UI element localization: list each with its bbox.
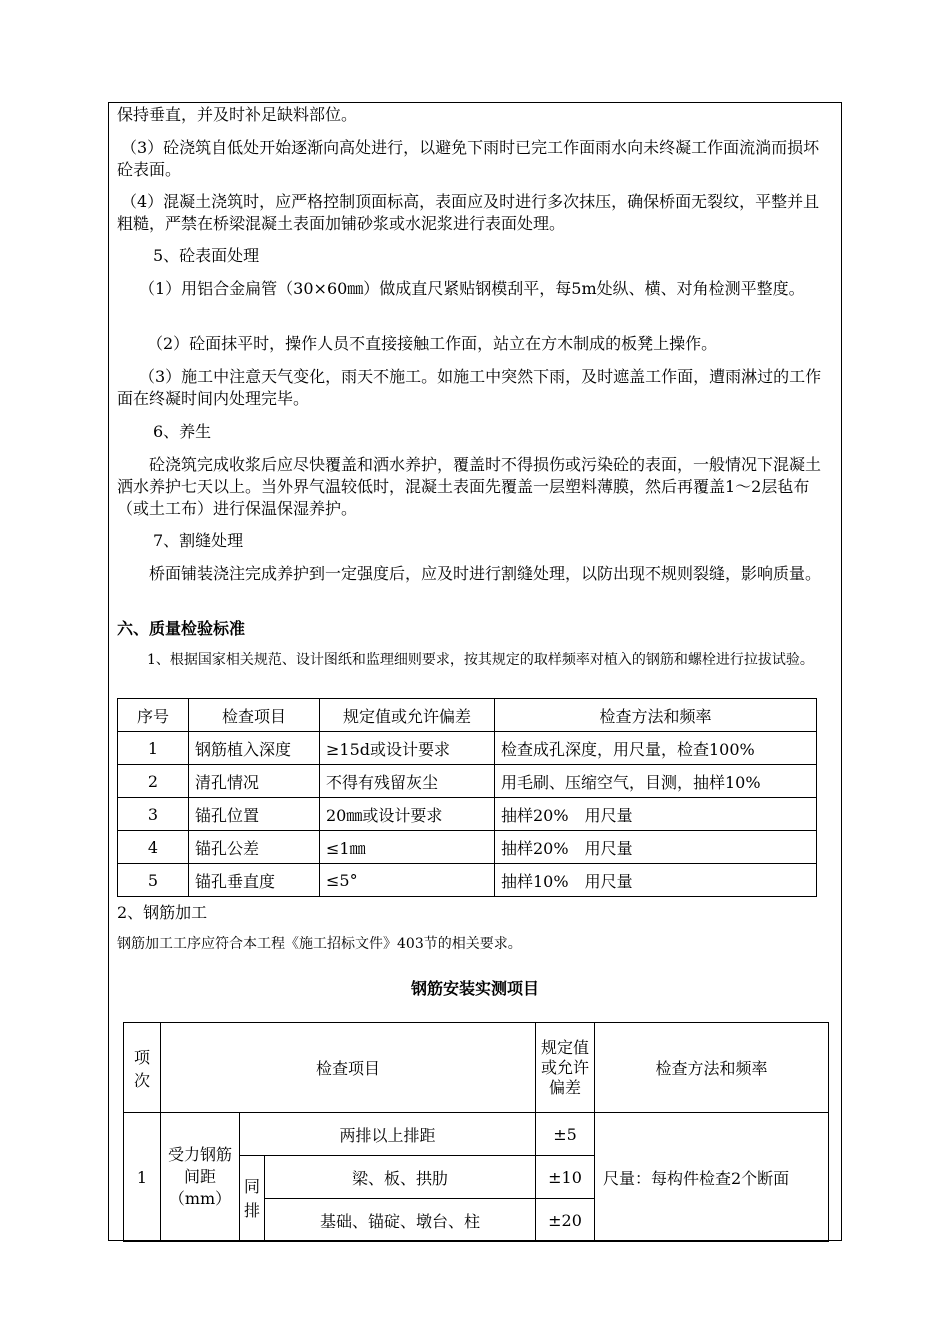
cell: 尺量：每构件检查2个断面	[595, 1113, 829, 1242]
section-intro: 1、根据国家相关规范、设计图纸和监理细则要求，按其规定的取样频率对植入的钢筋和螺栓进行拉拔试验。	[147, 652, 814, 668]
cell: ±10	[536, 1156, 595, 1199]
cell: 抽样20% 用尺量	[495, 831, 817, 864]
header-cell: 序号	[118, 699, 189, 732]
subheading-curing: 6、养生	[153, 422, 212, 441]
cell: 3	[118, 798, 189, 831]
paragraph-6: （3）施工中注意天气变化，雨天不施工。如施工中突然下雨，及时遮盖工作面，遭雨淋过的工作面在终凝时间内处理完毕。	[117, 367, 822, 408]
cell: 4	[118, 831, 189, 864]
paragraph-2: （3）砼浇筑自低处开始逐渐向高处进行，以避免下雨时已完工作面雨水向未终凝工作面流淌而损坏砼表面。	[117, 138, 820, 179]
cell: 同排	[240, 1156, 265, 1242]
subheading-cutting: 7、割缝处理	[153, 531, 244, 550]
paragraph-3: （4）混凝土浇筑时，应严格控制顶面标高，表面应及时进行多次抹压，确保桥面无裂纹，平整并且粗糙，严禁在桥梁混凝土表面加铺砂浆或水泥浆进行表面处理。	[117, 192, 820, 233]
header-cell: 检查方法和频率	[595, 1023, 829, 1113]
cell: 用毛刷、压缩空气，目测，抽样10%	[495, 765, 817, 798]
cell: ±5	[536, 1113, 595, 1156]
cell: 钢筋植入深度	[189, 732, 320, 765]
cell: 抽样10% 用尺量	[495, 864, 817, 897]
cell: 两排以上排距	[240, 1113, 536, 1156]
paragraph-1: 保持垂直，并及时补足缺料部位。	[117, 105, 358, 124]
header-cell: 规定值或允许偏差	[536, 1023, 595, 1113]
cell: 抽样20% 用尺量	[495, 798, 817, 831]
cell: 锚孔垂直度	[189, 864, 320, 897]
cell: 清孔情况	[189, 765, 320, 798]
header-cell: 检查项目	[189, 699, 320, 732]
cell: 2	[118, 765, 189, 798]
table-row	[118, 765, 817, 798]
rebar-heading: 2、钢筋加工	[117, 903, 208, 922]
cell: 1	[118, 732, 189, 765]
cell: 1	[124, 1113, 161, 1242]
table-row	[118, 831, 817, 864]
table-header-row	[118, 699, 817, 732]
header-cell: 规定值或允许偏差	[320, 699, 495, 732]
rebar-installation-table	[123, 1022, 829, 1242]
cell: 不得有残留灰尘	[320, 765, 495, 798]
section-heading: 六、质量检验标准	[117, 619, 246, 638]
cell: 受力钢筋间距（mm）	[161, 1113, 240, 1242]
cell: ±20	[536, 1199, 595, 1242]
header-cell: 项次	[124, 1023, 161, 1113]
rebar-text: 钢筋加工工序应符合本工程《施工招标文件》403节的相关要求。	[117, 936, 522, 952]
subheading-surface: 5、砼表面处理	[153, 246, 260, 265]
table-row	[124, 1113, 829, 1156]
cell: ≥15d或设计要求	[320, 732, 495, 765]
table-header-row	[124, 1023, 829, 1113]
paragraph-5: （2）砼面抹平时，操作人员不直接接触工作面，站立在方木制成的板凳上操作。	[147, 334, 718, 353]
cell: ≤1㎜	[320, 831, 495, 864]
cell: 锚孔位置	[189, 798, 320, 831]
table-row	[118, 732, 817, 765]
cell: 20㎜或设计要求	[320, 798, 495, 831]
table-row	[118, 798, 817, 831]
header-cell: 检查方法和频率	[495, 699, 817, 732]
cell: 5	[118, 864, 189, 897]
paragraph-4: （1）用铝合金扁管（30×60㎜）做成直尺紧贴钢模刮平，每5m处纵、横、对角检测平整度。	[139, 279, 805, 298]
table-row	[118, 864, 817, 897]
cell: 基础、锚碇、墩台、柱	[265, 1199, 536, 1242]
paragraph-8: 桥面铺装浇注完成养护到一定强度后，应及时进行割缝处理，以防出现不规则裂缝，影响质量。	[149, 564, 822, 583]
header-cell: 检查项目	[161, 1023, 536, 1113]
table2-title: 钢筋安装实测项目	[410, 979, 539, 998]
cell: ≤5°	[320, 864, 495, 897]
cell: 梁、板、拱肋	[265, 1156, 536, 1199]
inspection-table	[117, 698, 817, 897]
cell: 锚孔公差	[189, 831, 320, 864]
cell: 检查成孔深度，用尺量，检查100%	[495, 732, 817, 765]
paragraph-7: 砼浇筑完成收浆后应尽快覆盖和洒水养护，覆盖时不得损伤或污染砼的表面，一般情况下混凝土洒水养护七天以上。当外界气温较低时，混凝土表面先覆盖一层塑料薄膜，然后再覆盖1～2层毡布（或土工布）进行保温保湿养护。	[117, 455, 822, 518]
